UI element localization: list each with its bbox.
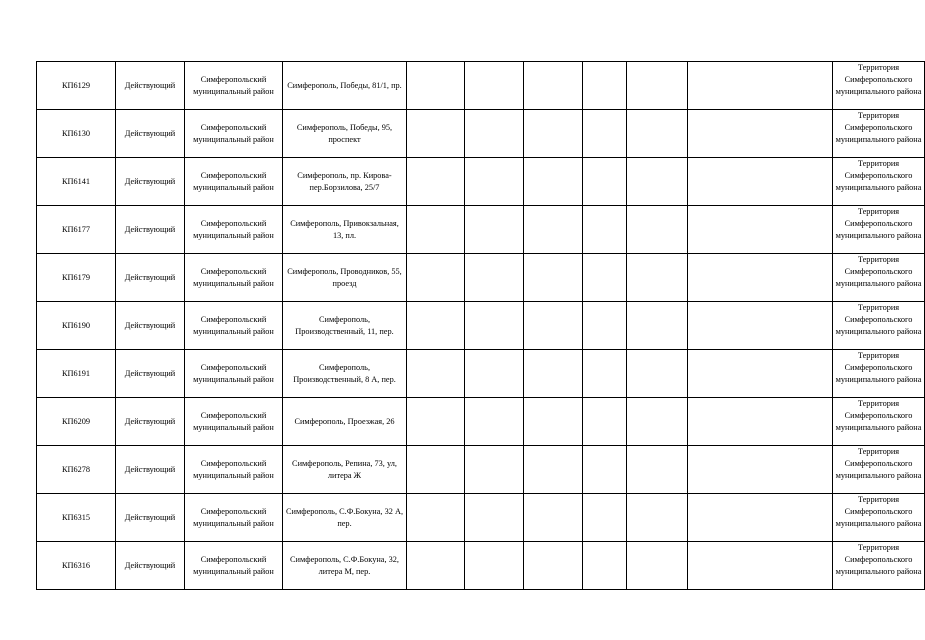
empty-cell bbox=[465, 206, 524, 254]
empty-cell bbox=[407, 350, 465, 398]
code-text: КП6316 bbox=[61, 560, 91, 570]
address-cell bbox=[283, 446, 407, 494]
territory-cell bbox=[833, 398, 925, 446]
empty-cell bbox=[688, 254, 833, 302]
empty-cell bbox=[465, 110, 524, 158]
address-text: Симферополь, Привокзальная, 13, пл. bbox=[290, 218, 399, 240]
status-text: Действующий bbox=[124, 368, 176, 378]
empty-cell bbox=[524, 62, 583, 110]
address-cell bbox=[283, 206, 407, 254]
empty-cell bbox=[688, 494, 833, 542]
empty-cell bbox=[524, 398, 583, 446]
code-cell bbox=[37, 542, 116, 590]
empty-cell bbox=[688, 302, 833, 350]
district-text: Симферопольский муниципальный район bbox=[193, 74, 274, 96]
registry-body bbox=[37, 62, 925, 590]
empty-cell bbox=[407, 254, 465, 302]
status-cell bbox=[116, 350, 185, 398]
empty-cell bbox=[524, 302, 583, 350]
code-text: КП6209 bbox=[61, 416, 91, 426]
district-cell bbox=[185, 110, 283, 158]
district-text: Симферопольский муниципальный район bbox=[193, 266, 274, 288]
address-text: Симферополь, С.Ф.Бокуна, 32 А, пер. bbox=[285, 506, 404, 528]
address-cell bbox=[283, 302, 407, 350]
table-row bbox=[37, 62, 925, 110]
address-text: Симферополь, Репина, 73, ул, литера Ж bbox=[292, 458, 397, 480]
empty-cell bbox=[583, 446, 627, 494]
code-text: КП6315 bbox=[61, 512, 91, 522]
empty-cell bbox=[465, 254, 524, 302]
empty-cell bbox=[407, 446, 465, 494]
empty-cell bbox=[465, 542, 524, 590]
empty-cell bbox=[627, 158, 688, 206]
code-text: КП6130 bbox=[61, 128, 91, 138]
address-cell bbox=[283, 158, 407, 206]
empty-cell bbox=[524, 494, 583, 542]
empty-cell bbox=[524, 110, 583, 158]
empty-cell bbox=[688, 446, 833, 494]
empty-cell bbox=[407, 398, 465, 446]
district-text: Симферопольский муниципальный район bbox=[193, 314, 274, 336]
code-text: КП6177 bbox=[61, 224, 91, 234]
table-row bbox=[37, 302, 925, 350]
empty-cell bbox=[465, 494, 524, 542]
empty-cell bbox=[583, 62, 627, 110]
code-cell bbox=[37, 110, 116, 158]
district-cell bbox=[185, 398, 283, 446]
code-text: КП6141 bbox=[61, 176, 91, 186]
status-text: Действующий bbox=[124, 320, 176, 330]
code-text: КП6129 bbox=[61, 80, 91, 90]
status-cell bbox=[116, 206, 185, 254]
empty-cell bbox=[465, 62, 524, 110]
code-cell bbox=[37, 398, 116, 446]
table-row bbox=[37, 254, 925, 302]
address-cell bbox=[283, 398, 407, 446]
empty-cell bbox=[583, 542, 627, 590]
empty-cell bbox=[627, 494, 688, 542]
empty-cell bbox=[583, 302, 627, 350]
address-text: Симферополь, Производственный, 11, пер. bbox=[295, 314, 394, 336]
territory-cell bbox=[833, 446, 925, 494]
territory-text: Территория Симферопольского муниципального района bbox=[835, 111, 922, 144]
empty-cell bbox=[524, 254, 583, 302]
status-cell bbox=[116, 302, 185, 350]
empty-cell bbox=[627, 206, 688, 254]
empty-cell bbox=[688, 110, 833, 158]
status-cell bbox=[116, 254, 185, 302]
empty-cell bbox=[583, 206, 627, 254]
address-cell bbox=[283, 350, 407, 398]
territory-text: Территория Симферопольского муниципального района bbox=[835, 399, 922, 432]
address-cell bbox=[283, 254, 407, 302]
district-cell bbox=[185, 542, 283, 590]
address-text: Симферополь, Победы, 95, проспект bbox=[296, 122, 393, 144]
status-cell bbox=[116, 494, 185, 542]
status-text: Действующий bbox=[124, 464, 176, 474]
code-cell bbox=[37, 206, 116, 254]
status-text: Действующий bbox=[124, 80, 176, 90]
empty-cell bbox=[688, 62, 833, 110]
empty-cell bbox=[583, 110, 627, 158]
district-text: Симферопольский муниципальный район bbox=[193, 458, 274, 480]
empty-cell bbox=[465, 398, 524, 446]
empty-cell bbox=[627, 254, 688, 302]
status-text: Действующий bbox=[124, 176, 176, 186]
status-text: Действующий bbox=[124, 416, 176, 426]
empty-cell bbox=[407, 302, 465, 350]
district-cell bbox=[185, 302, 283, 350]
empty-cell bbox=[407, 494, 465, 542]
empty-cell bbox=[524, 158, 583, 206]
empty-cell bbox=[627, 110, 688, 158]
territory-text: Территория Симферопольского муниципального района bbox=[835, 159, 922, 192]
territory-text: Территория Симферопольского муниципального района bbox=[835, 351, 922, 384]
empty-cell bbox=[688, 350, 833, 398]
address-cell bbox=[283, 110, 407, 158]
empty-cell bbox=[524, 206, 583, 254]
territory-text: Территория Симферопольского муниципального района bbox=[835, 255, 922, 288]
district-cell bbox=[185, 158, 283, 206]
empty-cell bbox=[627, 542, 688, 590]
empty-cell bbox=[524, 350, 583, 398]
district-text: Симферопольский муниципальный район bbox=[193, 122, 274, 144]
address-text: Симферополь, пр. Кирова-пер.Борзилова, 25/7 bbox=[297, 170, 392, 192]
territory-text: Территория Симферопольского муниципального района bbox=[835, 303, 922, 336]
table-row bbox=[37, 158, 925, 206]
empty-cell bbox=[688, 542, 833, 590]
empty-cell bbox=[583, 494, 627, 542]
district-text: Симферопольский муниципальный район bbox=[193, 554, 274, 576]
territory-cell bbox=[833, 206, 925, 254]
code-cell bbox=[37, 302, 116, 350]
district-text: Симферопольский муниципальный район bbox=[193, 218, 274, 240]
status-cell bbox=[116, 62, 185, 110]
empty-cell bbox=[465, 302, 524, 350]
code-cell bbox=[37, 62, 116, 110]
code-text: КП6179 bbox=[61, 272, 91, 282]
table-row bbox=[37, 542, 925, 590]
empty-cell bbox=[465, 446, 524, 494]
status-text: Действующий bbox=[124, 224, 176, 234]
address-cell bbox=[283, 494, 407, 542]
empty-cell bbox=[524, 542, 583, 590]
territory-text: Территория Симферопольского муниципального района bbox=[835, 63, 922, 96]
registry-table bbox=[36, 61, 925, 590]
table-row bbox=[37, 398, 925, 446]
territory-text: Территория Симферопольского муниципального района bbox=[835, 207, 922, 240]
district-text: Симферопольский муниципальный район bbox=[193, 170, 274, 192]
status-cell bbox=[116, 542, 185, 590]
territory-text: Территория Симферопольского муниципального района bbox=[835, 543, 922, 576]
district-cell bbox=[185, 206, 283, 254]
table-row bbox=[37, 206, 925, 254]
empty-cell bbox=[583, 350, 627, 398]
district-cell bbox=[185, 446, 283, 494]
empty-cell bbox=[465, 158, 524, 206]
address-text: Симферополь, Проводников, 55, проезд bbox=[287, 266, 402, 288]
territory-cell bbox=[833, 302, 925, 350]
status-cell bbox=[116, 158, 185, 206]
code-text: КП6278 bbox=[61, 464, 91, 474]
empty-cell bbox=[627, 302, 688, 350]
territory-text: Территория Симферопольского муниципального района bbox=[835, 495, 922, 528]
empty-cell bbox=[407, 206, 465, 254]
empty-cell bbox=[627, 350, 688, 398]
address-text: Симферополь, Производственный, 8 А, пер. bbox=[293, 362, 396, 384]
code-cell bbox=[37, 446, 116, 494]
empty-cell bbox=[627, 446, 688, 494]
territory-cell bbox=[833, 350, 925, 398]
code-cell bbox=[37, 350, 116, 398]
table-row bbox=[37, 350, 925, 398]
district-cell bbox=[185, 254, 283, 302]
territory-cell bbox=[833, 494, 925, 542]
territory-cell bbox=[833, 542, 925, 590]
empty-cell bbox=[583, 158, 627, 206]
address-text: Симферополь, Победы, 81/1, пр. bbox=[287, 80, 402, 90]
code-text: КП6191 bbox=[61, 368, 91, 378]
empty-cell bbox=[407, 110, 465, 158]
status-cell bbox=[116, 110, 185, 158]
code-text: КП6190 bbox=[61, 320, 91, 330]
territory-text: Территория Симферопольского муниципального района bbox=[835, 447, 922, 480]
table-row bbox=[37, 110, 925, 158]
address-cell bbox=[283, 542, 407, 590]
status-text: Действующий bbox=[124, 512, 176, 522]
empty-cell bbox=[627, 398, 688, 446]
empty-cell bbox=[688, 206, 833, 254]
table-row bbox=[37, 446, 925, 494]
code-cell bbox=[37, 494, 116, 542]
code-cell bbox=[37, 158, 116, 206]
empty-cell bbox=[688, 398, 833, 446]
status-cell bbox=[116, 446, 185, 494]
status-cell bbox=[116, 398, 185, 446]
empty-cell bbox=[465, 350, 524, 398]
empty-cell bbox=[524, 446, 583, 494]
address-cell bbox=[283, 62, 407, 110]
district-text: Симферопольский муниципальный район bbox=[193, 362, 274, 384]
district-text: Симферопольский муниципальный район bbox=[193, 410, 274, 432]
status-text: Действующий bbox=[124, 560, 176, 570]
status-text: Действующий bbox=[124, 272, 176, 282]
territory-cell bbox=[833, 254, 925, 302]
territory-cell bbox=[833, 62, 925, 110]
empty-cell bbox=[583, 254, 627, 302]
address-text: Симферополь, С.Ф.Бокуна, 32, литера М, пер. bbox=[290, 554, 399, 576]
district-text: Симферопольский муниципальный район bbox=[193, 506, 274, 528]
district-cell bbox=[185, 494, 283, 542]
empty-cell bbox=[688, 158, 833, 206]
address-text: Симферополь, Проезжая, 26 bbox=[294, 416, 395, 426]
table-row bbox=[37, 494, 925, 542]
empty-cell bbox=[407, 542, 465, 590]
empty-cell bbox=[583, 398, 627, 446]
district-cell bbox=[185, 62, 283, 110]
status-text: Действующий bbox=[124, 128, 176, 138]
empty-cell bbox=[407, 62, 465, 110]
district-cell bbox=[185, 350, 283, 398]
territory-cell bbox=[833, 158, 925, 206]
territory-cell bbox=[833, 110, 925, 158]
code-cell bbox=[37, 254, 116, 302]
empty-cell bbox=[627, 62, 688, 110]
empty-cell bbox=[407, 158, 465, 206]
